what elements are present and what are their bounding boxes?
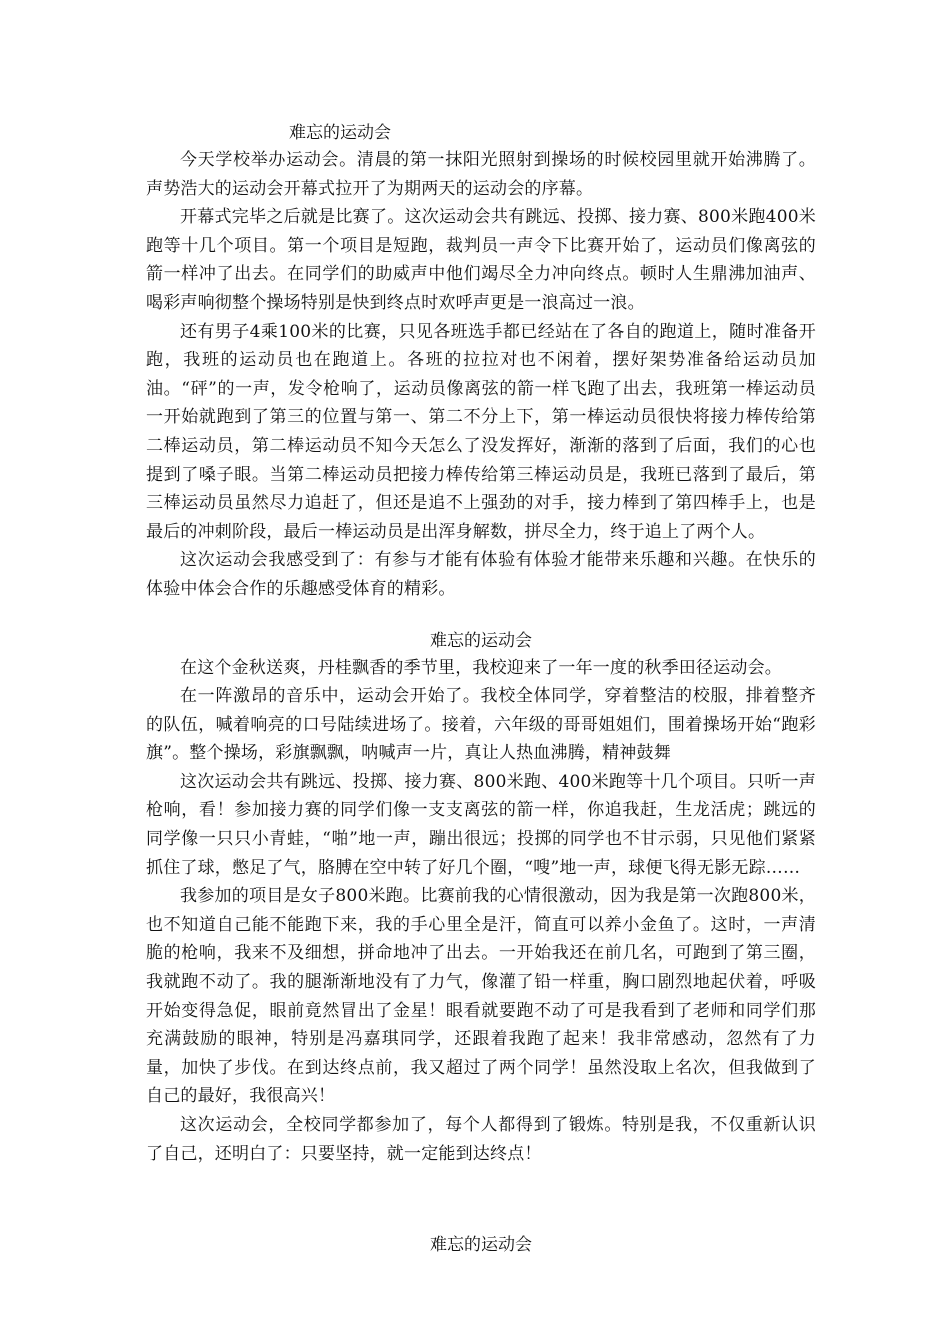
essay-3-title: 难忘的运动会 — [430, 1235, 532, 1256]
essay-1-paragraph-3: 还有男子4乘100米的比赛，只见各班选手都已经站在了各自的跑道上，随时准备开跑，我班的运动员也在跑道上。各班的拉拉对也不闲着，摆好架势准备给运动员加油。“砰”的一声，发令枪响了，运动员像离弦的箭一样飞跑了出去，我班第一棒运动员一开始就跑到了第三的位置与第一、第二不分上下，第一棒运动员很快将接力棒传给第二棒运动员，第二棒运动员不知今天怎么了没发挥好，渐渐的落到了后面，我们的心也提到了嗓子眼。当第二棒运动员把接力棒传给第三棒运动员是，我班已落到了最后，第三棒运动员虽然尽力追赶了，但还是追不上强劲的对手，接力棒到了第四棒手上，也是最后的冲刺阶段，最后一棒运动员是出浑身解数，拼尽全力，终于追上了两个人。 — [146, 321, 816, 542]
essay-2-paragraph-2: 在一阵激昂的音乐中，运动会开始了。我校全体同学，穿着整洁的校服，排着整齐的队伍，喊着响亮的口号陆续进场了。接着，六年级的哥哥姐姐们，围着操场开始“跑彩旗”。整个操场，彩旗飘飘，呐喊声一片，真让人热血沸腾，精神鼓舞 — [146, 686, 816, 764]
essay-2-paragraph-4: 我参加的项目是女子800米跑。比赛前我的心情很激动，因为我是第一次跑800米，也不知道自己能不能跑下来，我的手心里全是汗，简直可以养小金鱼了。这时，一声清脆的枪响，我来不及细想，拼命地冲了出去。一开始我还在前几名，可跑到了第三圈，我就跑不动了。我的腿渐渐地没有了力气，像灌了铅一样重，胸口剧烈地起伏着，呼吸开始变得急促，眼前竟然冒出了金星！眼看就要跑不动了可是我看到了老师和同学们那充满鼓励的眼神，特别是冯嘉琪同学，还跟着我跑了起来！我非常感动，忽然有了力量，加快了步伐。在到达终点前，我又超过了两个同学！虽然没取上名次，但我做到了自己的最好，我很高兴！ — [146, 886, 816, 1107]
essay-1-paragraph-4: 这次运动会我感受到了：有参与才能有体验有体验才能带来乐趣和兴趣。在快乐的体验中体会合作的乐趣感受体育的精彩。 — [146, 550, 816, 599]
essay-2-paragraph-3: 这次运动会共有跳远、投掷、接力赛、800米跑、400米跑等十几个项目。只听一声枪响，看！参加接力赛的同学们像一支支离弦的箭一样，你追我赶，生龙活虎；跳远的同学像一只只小青蛙，“啪”地一声，蹦出很远；投掷的同学也不甘示弱，只见他们紧紧抓住了球，憋足了气，胳膊在空中转了好几个圈，“嗖”地一声，球便飞得无影无踪…… — [146, 771, 816, 878]
essay-2-title: 难忘的运动会 — [430, 630, 532, 651]
essay-1-paragraph-1: 今天学校举办运动会。清晨的第一抹阳光照射到操场的时候校园里就开始沸腾了。声势浩大的运动会开幕式拉开了为期两天的运动会的序幕。 — [146, 150, 816, 199]
essay-2-paragraph-1: 在这个金秋送爽，丹桂飘香的季节里，我校迎来了一年一度的秋季田径运动会。 — [180, 657, 782, 678]
essay-2-paragraph-5: 这次运动会，全校同学都参加了，每个人都得到了锻炼。特别是我，不仅重新认识了自己，还明白了：只要坚持，就一定能到达终点！ — [146, 1115, 816, 1164]
essay-1-title: 难忘的运动会 — [289, 123, 391, 143]
document-page — [146, 120, 816, 1258]
essay-1-paragraph-2: 开幕式完毕之后就是比赛了。这次运动会共有跳远、投掷、接力赛、800米跑400米跑等十几个项目。第一个项目是短跑，裁判员一声令下比赛开始了，运动员们像离弦的箭一样冲了出去。在同学们的助威声中他们竭尽全力冲向终点。顿时人生鼎沸加油声、喝彩声响彻整个操场特别是快到终点时欢呼声更是一浪高过一浪。 — [146, 207, 816, 313]
